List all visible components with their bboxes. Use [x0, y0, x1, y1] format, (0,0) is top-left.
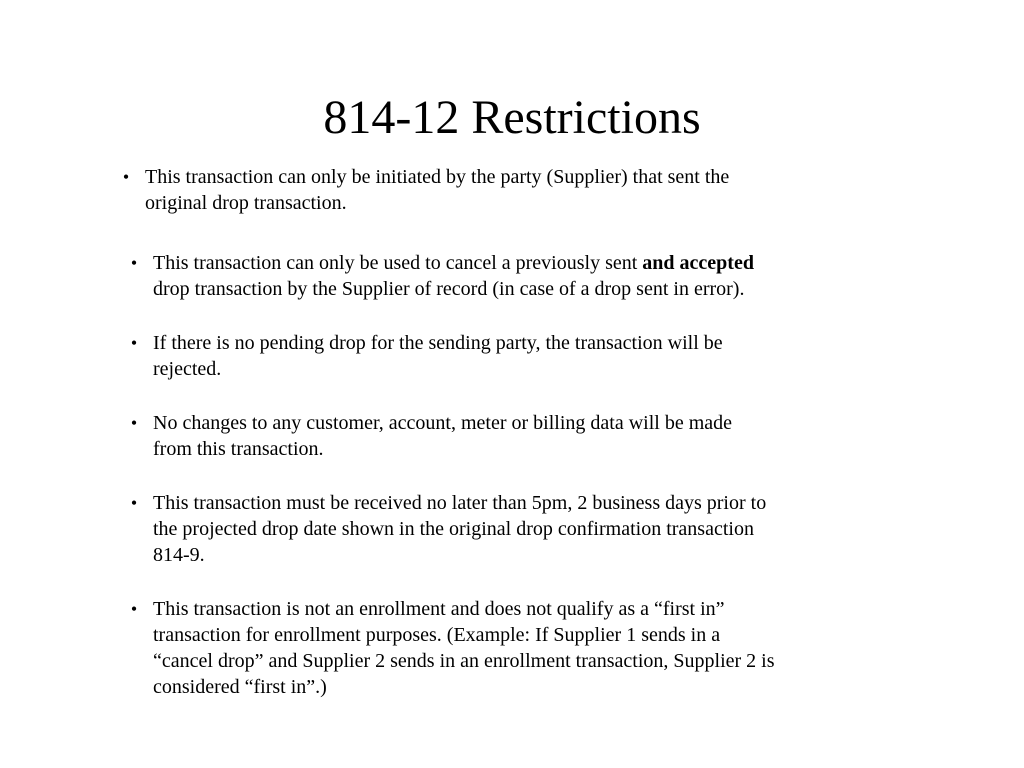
bullet-item [124, 596, 869, 700]
bullet-icon: • [130, 333, 138, 353]
bullet-icon: • [130, 413, 138, 433]
bullet-text: No changes to any customer, account, meter or billing data will be made from this transaction. [153, 412, 733, 460]
bullet-text-bold: and accepted [642, 252, 754, 274]
bullet-text-before: This transaction can only be used to cancel a previously sent [153, 252, 643, 274]
bullet-icon: • [130, 599, 138, 619]
bullet-text: This transaction can only be initiated by the party (Supplier) that sent the original drop transaction. [145, 166, 730, 214]
bullet-text [153, 250, 869, 302]
bullet-text-after: drop transaction by the Supplier of record (in case of a drop sent in error). [153, 278, 745, 300]
bullet-item [116, 164, 836, 216]
bullet-item [124, 410, 869, 462]
bullet-icon: • [130, 493, 138, 513]
bullet-item [124, 250, 869, 302]
bullet-text: This transaction must be received no later than 5pm, 2 business days prior to the projected drop date shown in the original drop confirmation transaction 814-9. [153, 492, 767, 566]
bullet-item [124, 330, 869, 382]
bullet-icon: • [122, 167, 130, 187]
bullet-icon: • [130, 253, 138, 273]
bullet-text: This transaction is not an enrollment and does not qualify as a “first in” transaction for enrollment purposes. (Example: If Supplier 1 sends in a “cancel drop” and Supplier 2 sends in an enrollment transaction, Supplier 2 is considered “first in”.) [153, 598, 775, 698]
bullet-item [124, 490, 869, 568]
slide-title: 814-12 Restrictions [323, 91, 701, 144]
bullet-text: If there is no pending drop for the sending party, the transaction will be rejected. [153, 332, 723, 380]
